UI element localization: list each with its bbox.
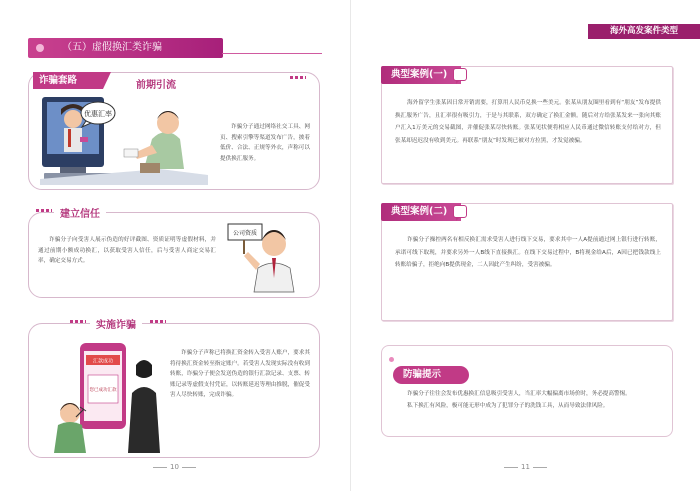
- step-heading-1: 前期引流: [130, 76, 182, 91]
- section-title-rule: [222, 53, 322, 54]
- case-text-2: 诈骗分子操控两名有相反换汇需求受害人进行线下交易，要求其中一人A提前通过网上银行进行转账，承诺可线下取现，并要求另外一人B线下直接换汇。在线下交易过程中，B将现金给A后，A因已把钱款线上转账给骗子，拒绝向B提供现金，二人因此产生纠纷，受害被骗。: [395, 237, 661, 268]
- computer-illustration: [40, 93, 208, 185]
- page-number: 11: [501, 463, 550, 471]
- step-text-2: 诈骗分子向受害人展示伪造的好评截图、资质证明等虚假材料，并通过前期小额成功换汇，以获取受害人信任，后与受害人商定交易汇率，确定交易方式。: [38, 237, 216, 265]
- page-number: 10: [150, 463, 199, 471]
- man-with-sign-illustration: [226, 220, 298, 294]
- step-heading-2: 建立信任: [54, 205, 106, 220]
- speech-bubble-icon: [453, 205, 467, 218]
- category-tag: 海外高发案件类型: [588, 24, 700, 39]
- dots-decoration: [36, 209, 52, 212]
- step-text-3: 诈骗分子声称已将换汇资金转入受害人账户，要求其将待换汇资金转至指定账户。若受害人发现实际没有收到转账，诈骗分子便会发送伪造的银行汇款记录、支票、转账记录等虚假支付凭证，以转账延迟等理由推脱，催促受害人尽快转账，完成诈骗。: [170, 350, 310, 399]
- step-text-1: 诈骗分子通过网络社交工具、网页、搜索引擎等渠道发布广告，披着低价、合法、正规等外衣，声称可以提供换汇服务。: [220, 124, 310, 162]
- bubble-label: 优惠汇率: [84, 110, 112, 118]
- dots-decoration: [290, 76, 306, 79]
- case-label-2: 典型案例(二): [381, 203, 461, 221]
- tip-paragraph-2: 私下换汇有风险，极可能无形中成为了犯罪分子的洗钱工具，从而导致法律风险。: [407, 403, 609, 409]
- section-title: （五）虚假换汇类诈骗: [28, 38, 223, 58]
- phone-scam-illustration: [50, 335, 162, 453]
- phone-banner: 汇款成功: [92, 358, 114, 365]
- dots-decoration: [150, 320, 166, 323]
- step-heading-3: 实施诈骗: [90, 316, 142, 331]
- case-label-1: 典型案例(一): [381, 66, 461, 84]
- fraud-tip-text: [395, 388, 663, 412]
- right-page: [350, 0, 700, 491]
- fraud-tip-label: 防骗提示: [393, 366, 469, 384]
- dot-decoration: [389, 357, 394, 362]
- speech-bubble-icon: [453, 68, 467, 81]
- phone-screen-text: 您已成功汇款: [89, 388, 117, 393]
- tip-paragraph-1: 诈骗分子往往会发布优惠换汇信息吸引受害人，当汇率大幅偏离市场价时，务必提高警惕。: [407, 391, 631, 397]
- fraud-routine-tag: 诈骗套路: [33, 72, 103, 89]
- dots-decoration: [70, 320, 86, 323]
- case-text-1: 海外留学生张某因日常开销需要，打算用人民币兑换一些美元。张某从朋友圈里看到有“朋友”发布提供换汇服务广告，且汇率很有吸引力，于是与其联系，双方确定了换汇金额。随后对方给张某发来一张向其账户汇入1万美元的交易截图，并催促张某尽快转账。张某见状便将相应人民币通过微信转账支付给对方，但张某却迟迟没有收到美元。再联系“朋友”时发现已被对方拉黑，才发觉被骗。: [395, 100, 661, 144]
- sign-label: 公司资质: [232, 230, 258, 237]
